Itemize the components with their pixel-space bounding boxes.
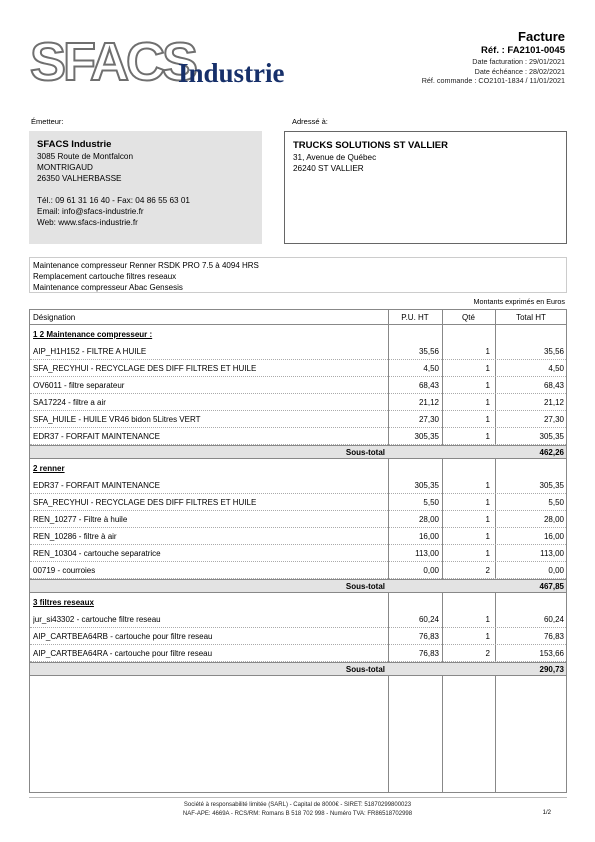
subtotal-value: 462,26 bbox=[539, 448, 564, 457]
svg-text:SFACS: SFACS bbox=[30, 32, 196, 90]
recipient-address-line: 26240 ST VALLIER bbox=[293, 164, 364, 173]
table-row bbox=[30, 411, 566, 428]
table-row bbox=[30, 645, 566, 662]
header-designation: Désignation bbox=[33, 313, 76, 322]
company-logo bbox=[28, 30, 318, 90]
item-total: 68,43 bbox=[543, 381, 564, 390]
item-total: 113,00 bbox=[540, 549, 564, 558]
item-total: 21,12 bbox=[543, 398, 564, 407]
item-designation: REN_10277 - Filtre à huile bbox=[33, 515, 128, 524]
document-type: Facture bbox=[518, 29, 565, 44]
item-unit-price: 76,83 bbox=[418, 649, 439, 658]
item-quantity: 1 bbox=[485, 549, 490, 558]
item-quantity: 1 bbox=[485, 398, 490, 407]
section-header-row bbox=[30, 594, 566, 611]
table-row bbox=[30, 394, 566, 411]
footer-line: Société à responsabilité limitée (SARL) - Capital de 8000€ - SIRET: 51870299800023 bbox=[183, 802, 412, 808]
section-title: 2 renner bbox=[33, 464, 65, 473]
item-designation: OV6011 - filtre separateur bbox=[33, 381, 125, 390]
item-designation: SFA_HUILE - HUILE VR46 bidon 5Litres VERT bbox=[33, 415, 201, 424]
recipient-box bbox=[284, 131, 567, 244]
table-row bbox=[30, 343, 566, 360]
issuer-email: Email: info@sfacs-industrie.fr bbox=[37, 207, 144, 216]
table-row bbox=[30, 511, 566, 528]
item-designation: SA17224 - filtre a air bbox=[33, 398, 106, 407]
description-line: Maintenance compresseur Renner RSDK PRO 7.5 à 4094 HRS bbox=[33, 261, 259, 270]
table-row bbox=[30, 528, 566, 545]
item-designation: EDR37 - FORFAIT MAINTENANCE bbox=[33, 481, 160, 490]
item-quantity: 1 bbox=[485, 632, 490, 641]
item-unit-price: 21,12 bbox=[418, 398, 439, 407]
item-designation: SFA_RECYHUI - RECYCLAGE DES DIFF FILTRES ET HUILE bbox=[33, 498, 257, 507]
table-row bbox=[30, 562, 566, 579]
table-row bbox=[30, 611, 566, 628]
recipient-label: Adressé à: bbox=[292, 117, 328, 126]
item-designation: SFA_RECYHUI - RECYCLAGE DES DIFF FILTRES ET HUILE bbox=[33, 364, 257, 373]
recipient-name: TRUCKS SOLUTIONS ST VALLIER bbox=[293, 140, 448, 151]
table-row bbox=[30, 377, 566, 394]
item-quantity: 2 bbox=[485, 566, 490, 575]
item-quantity: 1 bbox=[485, 432, 490, 441]
subtotal-value: 290,73 bbox=[539, 665, 564, 674]
invoice-reference: Réf. : FA2101-0045 bbox=[481, 45, 565, 56]
description-line: Remplacement cartouche filtres reseaux bbox=[33, 272, 177, 281]
table-row bbox=[30, 494, 566, 511]
item-unit-price: 68,43 bbox=[418, 381, 439, 390]
item-quantity: 1 bbox=[485, 532, 490, 541]
item-total: 4,50 bbox=[548, 364, 564, 373]
item-designation: EDR37 - FORFAIT MAINTENANCE bbox=[33, 432, 160, 441]
table-row bbox=[30, 477, 566, 494]
item-designation: AIP_CARTBEA64RB - cartouche pour filtre reseau bbox=[33, 632, 213, 641]
table-row bbox=[30, 545, 566, 562]
invoice-date: Date facturation : 29/01/2021 bbox=[472, 57, 565, 66]
item-total: 0,00 bbox=[548, 566, 564, 575]
item-unit-price: 305,35 bbox=[414, 432, 439, 441]
item-quantity: 1 bbox=[485, 515, 490, 524]
recipient-address-line: 31, Avenue de Québec bbox=[293, 153, 377, 162]
invoice-header bbox=[422, 29, 565, 86]
table-row bbox=[30, 628, 566, 645]
item-quantity: 2 bbox=[485, 649, 490, 658]
svg-text:Industrie: Industrie bbox=[178, 58, 285, 88]
table-row bbox=[30, 428, 566, 445]
issuer-address-line: MONTRIGAUD bbox=[37, 163, 93, 172]
item-quantity: 1 bbox=[485, 347, 490, 356]
issuer-box bbox=[29, 131, 262, 244]
due-date: Date échéance : 28/02/2021 bbox=[474, 66, 565, 76]
item-total: 27,30 bbox=[543, 415, 564, 424]
item-quantity: 1 bbox=[485, 481, 490, 490]
section-title: 3 filtres reseaux bbox=[33, 598, 94, 607]
item-total: 76,83 bbox=[543, 632, 564, 641]
item-total: 305,35 bbox=[539, 481, 564, 490]
item-unit-price: 4,50 bbox=[423, 364, 439, 373]
currency-note: Montants exprimés en Euros bbox=[473, 297, 565, 306]
item-unit-price: 0,00 bbox=[423, 566, 439, 575]
item-unit-price: 113,00 bbox=[415, 549, 439, 558]
description-line: Maintenance compresseur Abac Gensesis bbox=[33, 283, 183, 292]
page-number: 1/2 bbox=[542, 810, 551, 816]
subtotal-label: Sous-total bbox=[345, 448, 385, 457]
table-row bbox=[30, 360, 566, 377]
item-designation: AIP_H1H152 - FILTRE A HUILE bbox=[33, 347, 147, 356]
issuer-website: Web: www.sfacs-industrie.fr bbox=[37, 218, 138, 227]
item-unit-price: 305,35 bbox=[414, 481, 439, 490]
header-quantity: Qté bbox=[462, 313, 475, 322]
item-unit-price: 5,50 bbox=[423, 498, 439, 507]
item-total: 60,24 bbox=[543, 615, 564, 624]
footer-line: NAF-APE: 4669A - RCS/RM: Romans B 518 702 998 - Numéro TVA: FR86518702998 bbox=[182, 811, 413, 817]
item-total: 153,66 bbox=[539, 649, 564, 658]
item-quantity: 1 bbox=[485, 415, 490, 424]
item-designation: 00719 - courroies bbox=[33, 566, 96, 575]
header-total: Total HT bbox=[516, 313, 546, 322]
item-designation: AIP_CARTBEA64RA - cartouche pour filtre reseau bbox=[33, 649, 213, 658]
item-unit-price: 76,83 bbox=[418, 632, 439, 641]
issuer-phone: Tél.: 09 61 31 16 40 - Fax: 04 86 55 63 01 bbox=[37, 196, 190, 205]
item-designation: REN_10286 - filtre à air bbox=[33, 532, 117, 541]
subtotal-row bbox=[30, 445, 566, 459]
subtotal-value: 467,85 bbox=[539, 582, 564, 591]
subtotal-row bbox=[30, 579, 566, 593]
subtotal-label: Sous-total bbox=[345, 582, 385, 591]
item-total: 35,56 bbox=[543, 347, 564, 356]
item-designation: REN_10304 - cartouche separatrice bbox=[33, 549, 161, 558]
legal-footer bbox=[0, 801, 595, 819]
table-header bbox=[30, 310, 566, 325]
item-quantity: 1 bbox=[485, 498, 490, 507]
item-total: 16,00 bbox=[543, 532, 564, 541]
issuer-address-line: 3085 Route de Montfalcon bbox=[37, 152, 134, 161]
item-unit-price: 28,00 bbox=[418, 515, 439, 524]
header-unit-price: P.U. HT bbox=[401, 313, 429, 322]
line-items-table bbox=[29, 309, 567, 793]
subtotal-row bbox=[30, 662, 566, 676]
item-quantity: 1 bbox=[485, 381, 490, 390]
item-quantity: 1 bbox=[485, 364, 490, 373]
item-unit-price: 60,24 bbox=[418, 615, 439, 624]
issuer-address-line: 26350 VALHERBASSE bbox=[37, 174, 122, 183]
issuer-name: SFACS Industrie bbox=[37, 139, 112, 150]
sfacs-logo-graphic bbox=[28, 30, 318, 90]
item-designation: jur_si43302 - cartouche filtre reseau bbox=[33, 615, 161, 624]
issuer-label: Émetteur: bbox=[31, 117, 64, 126]
subtotal-label: Sous-total bbox=[345, 665, 385, 674]
item-unit-price: 27,30 bbox=[418, 415, 439, 424]
order-reference: Réf. commande : CO2101-1834 / 11/01/2021 bbox=[421, 76, 565, 85]
item-total: 28,00 bbox=[543, 515, 564, 524]
item-unit-price: 16,00 bbox=[418, 532, 439, 541]
item-total: 5,50 bbox=[548, 498, 564, 507]
invoice-description bbox=[29, 257, 567, 293]
item-total: 305,35 bbox=[539, 432, 564, 441]
section-title: 1 2 Maintenance compresseur : bbox=[33, 330, 153, 339]
section-header-row bbox=[30, 460, 566, 477]
item-unit-price: 35,56 bbox=[418, 347, 439, 356]
section-header-row bbox=[30, 326, 566, 343]
item-quantity: 1 bbox=[485, 615, 490, 624]
